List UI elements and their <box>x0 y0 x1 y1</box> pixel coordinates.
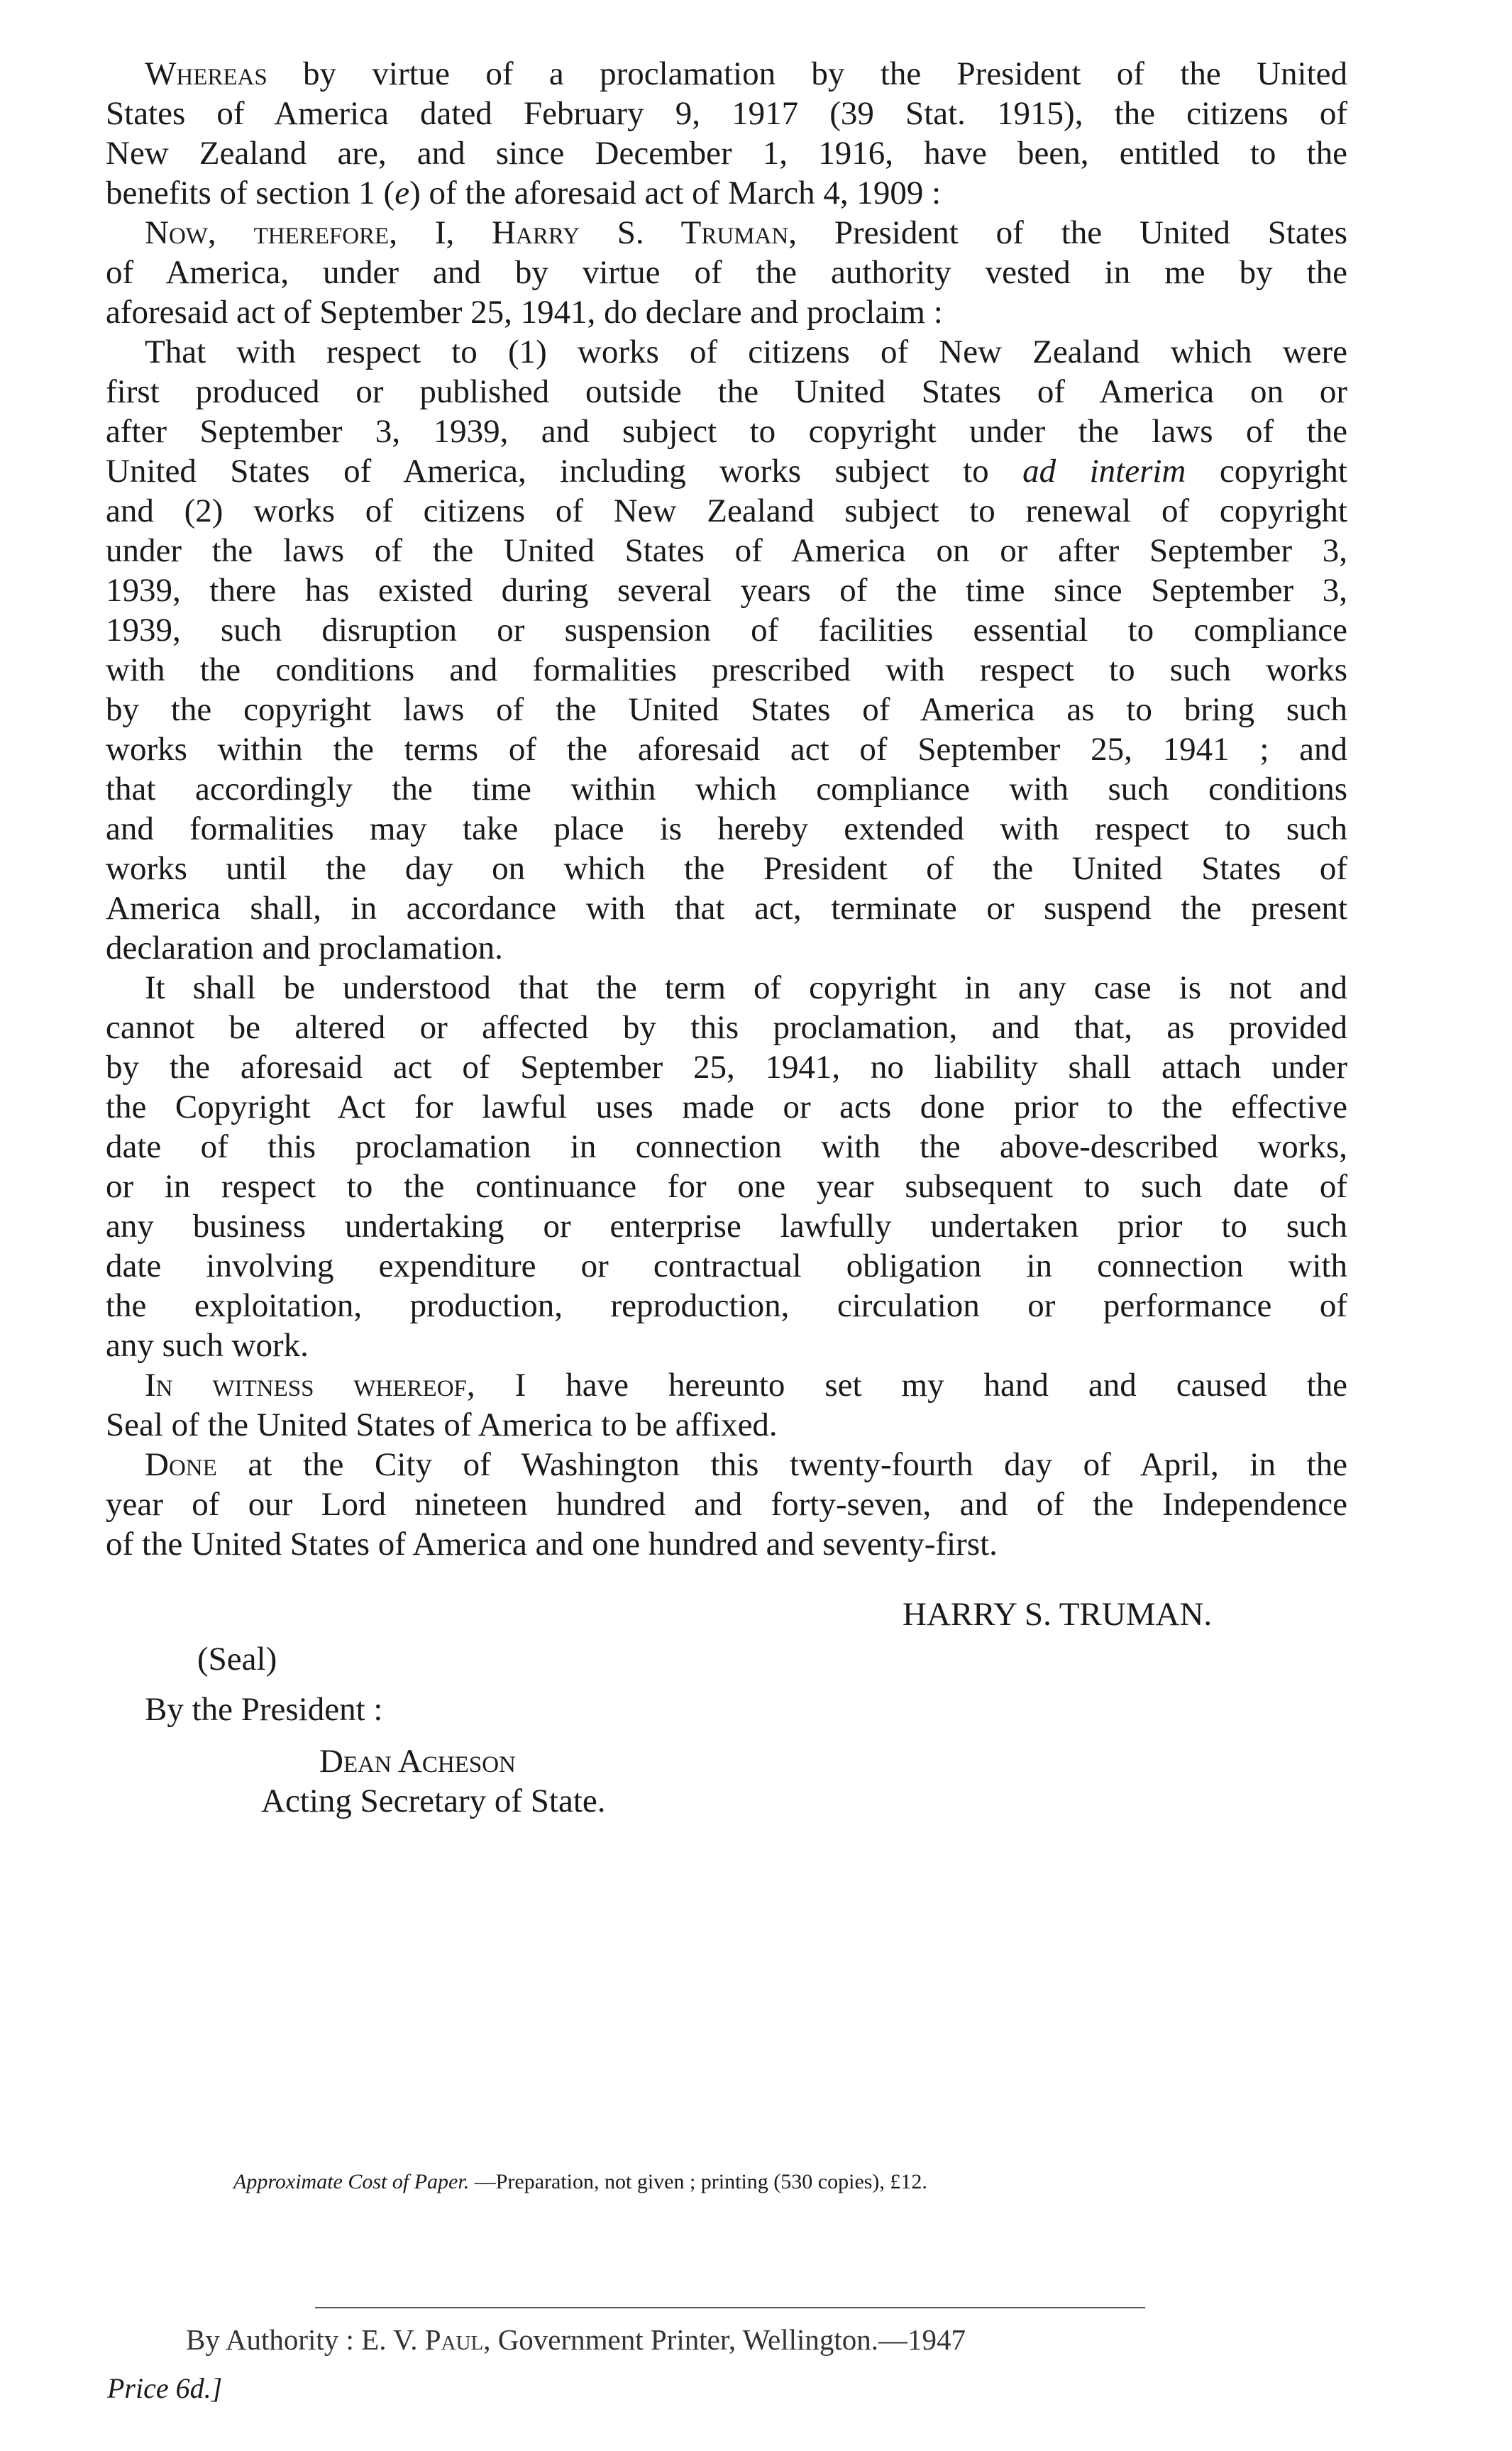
by-the-president-label: By the President : <box>145 1691 383 1728</box>
price-label: Price 6d.] <box>107 2372 223 2404</box>
paragraph-line <box>106 372 1347 412</box>
text-segment: cannot be altered or affected by this proclamation, and that, as provided <box>106 1009 1347 1046</box>
text-segment: 1939, there has existed during several years of the time since September 3, <box>106 572 1347 609</box>
text-segment: by virtue of a proclamation by the President of the United <box>267 55 1347 92</box>
paragraph-line <box>106 968 1347 1008</box>
text-segment: at the City of Washington this twenty-fourth day of April, in the <box>216 1446 1347 1483</box>
cost-label: Approximate Cost of Paper. <box>233 2170 470 2193</box>
text-segment: by the copyright laws of the United States of America as to bring such <box>106 691 1347 728</box>
text-segment: works until the day on which the President of the United States of <box>106 850 1347 887</box>
paragraph-line <box>106 531 1347 571</box>
text-segment: 1939, such disruption or suspension of facilities essential to compliance <box>106 612 1347 649</box>
text-segment: the Copyright Act for lawful uses made or acts done prior to the effective <box>106 1089 1347 1125</box>
text-segment: first produced or published outside the United States of America on or <box>106 373 1347 410</box>
text-segment: the exploitation, production, reproduction, circulation or performance of <box>106 1287 1347 1324</box>
paragraph-line <box>106 888 1347 928</box>
proclamation-body <box>106 54 1347 1564</box>
paragraph-line <box>106 1127 1347 1167</box>
text-segment: date of this proclamation in connection with the above-described works, <box>106 1128 1347 1165</box>
text-segment: or in respect to the continuance for one year subsequent to such date of <box>106 1168 1347 1205</box>
authority-suffix: , Government Printer, Wellington.—1947 <box>483 2323 966 2356</box>
paragraph-line <box>106 292 1347 332</box>
text-segment: by the aforesaid act of September 25, 1941, no liability shall attach under <box>106 1049 1347 1086</box>
text-segment: New Zealand are, and since December 1, 1916, have been, entitled to the <box>106 135 1347 172</box>
paragraph-line <box>106 173 1347 213</box>
paragraph-line <box>106 1047 1347 1087</box>
paragraph-line <box>106 1087 1347 1127</box>
paragraph-line <box>106 1206 1347 1246</box>
paragraph-line <box>106 1008 1347 1047</box>
text-segment: copyright <box>1186 453 1347 490</box>
cost-of-paper-note <box>233 2168 927 2196</box>
paragraph-line <box>106 729 1347 769</box>
text-segment: with the conditions and formalities prescribed with respect to such works <box>106 651 1347 688</box>
president-signature: HARRY S. TRUMAN. <box>903 1596 1213 1633</box>
text-segment: I, <box>397 214 492 251</box>
text-segment: aforesaid act of September 25, 1941, do declare and proclaim : <box>106 294 943 331</box>
paragraph-line <box>106 54 1347 94</box>
text-segment: any such work. <box>106 1327 309 1364</box>
secretary-name: Dean Acheson <box>319 1743 516 1780</box>
paragraph-line <box>106 1246 1347 1286</box>
text-segment: benefits of section 1 ( <box>106 175 395 211</box>
text-segment: after September 3, 1939, and subject to copyright under the laws of the <box>106 413 1347 450</box>
printer-authority <box>186 2322 966 2357</box>
text-segment: date involving expenditure or contractual obligation in connection with <box>106 1247 1347 1284</box>
paragraph-line <box>106 928 1347 968</box>
text-segment: Seal of the United States of America to be affixed. <box>106 1406 778 1443</box>
paragraph-line <box>106 332 1347 372</box>
small-caps-text: Whereas <box>145 55 267 92</box>
small-caps-text: Now, therefore, <box>145 214 397 251</box>
paragraph-line <box>106 1326 1347 1365</box>
text-segment: of America, under and by virtue of the authority vested in me by the <box>106 254 1347 291</box>
paragraph-line <box>106 1167 1347 1206</box>
authority-name: Paul <box>424 2323 484 2356</box>
paragraph-line <box>106 849 1347 888</box>
text-segment: year of our Lord nineteen hundred and forty-seven, and of the Independence <box>106 1486 1347 1523</box>
paragraph-line <box>106 809 1347 849</box>
footer-divider <box>315 2307 1145 2308</box>
cost-text: —Preparation, not given ; printing (530 copies), £12. <box>469 2170 927 2193</box>
paragraph-line <box>106 1365 1347 1405</box>
paragraph-line <box>106 610 1347 650</box>
italic-text: ad interim <box>1022 453 1186 490</box>
seal-label: (Seal) <box>197 1641 277 1678</box>
text-segment: declaration and proclamation. <box>106 930 503 966</box>
text-segment: of the United States of America and one hundred and seventy-first. <box>106 1526 998 1563</box>
paragraph-line <box>106 133 1347 173</box>
text-segment: ) of the aforesaid act of March 4, 1909 : <box>409 175 942 211</box>
secretary-title: Acting Secretary of State. <box>261 1783 606 1819</box>
text-segment: works within the terms of the aforesaid act of September 25, 1941 ; and <box>106 731 1347 768</box>
paragraph-line <box>106 1286 1347 1326</box>
text-segment: and formalities may take place is hereby extended with respect to such <box>106 810 1347 847</box>
text-segment: under the laws of the United States of America on or after September 3, <box>106 532 1347 569</box>
paragraph-line <box>106 451 1347 491</box>
paragraph-line <box>106 1524 1347 1564</box>
text-segment: United States of America, including works subject to <box>106 453 1023 490</box>
paragraph-line <box>106 769 1347 809</box>
small-caps-text: Harry S. Truman, <box>492 214 797 251</box>
text-segment: It shall be understood that the term of copyright in any case is not and <box>145 969 1347 1006</box>
paragraph-line <box>106 253 1347 292</box>
text-segment: and (2) works of citizens of New Zealand subject to renewal of copyright <box>106 492 1347 529</box>
text-segment: President of the United States <box>797 214 1347 251</box>
paragraph-line <box>106 412 1347 451</box>
paragraph-line <box>106 491 1347 531</box>
paragraph-line <box>106 1485 1347 1524</box>
text-segment: America shall, in accordance with that act, terminate or suspend the present <box>106 890 1347 927</box>
small-caps-text: In witness whereof, <box>145 1367 475 1404</box>
paragraph-line <box>106 650 1347 690</box>
text-segment: any business undertaking or enterprise lawfully undertaken prior to such <box>106 1208 1347 1245</box>
small-caps-text: Done <box>145 1446 217 1483</box>
italic-text: e <box>394 175 410 211</box>
paragraph-line <box>106 1445 1347 1485</box>
paragraph-line <box>106 213 1347 253</box>
paragraph-line <box>106 1405 1347 1445</box>
text-segment: that accordingly the time within which compliance with such conditions <box>106 771 1347 808</box>
authority-prefix: By Authority : E. V. <box>186 2323 425 2356</box>
paragraph-line <box>106 94 1347 133</box>
text-segment: That with respect to (1) works of citizens of New Zealand which were <box>145 334 1347 370</box>
paragraph-line <box>106 690 1347 729</box>
text-segment: I have hereunto set my hand and caused the <box>475 1367 1347 1404</box>
text-segment: States of America dated February 9, 1917 (39 Stat. 1915), the citizens of <box>106 95 1347 132</box>
paragraph-line <box>106 571 1347 610</box>
